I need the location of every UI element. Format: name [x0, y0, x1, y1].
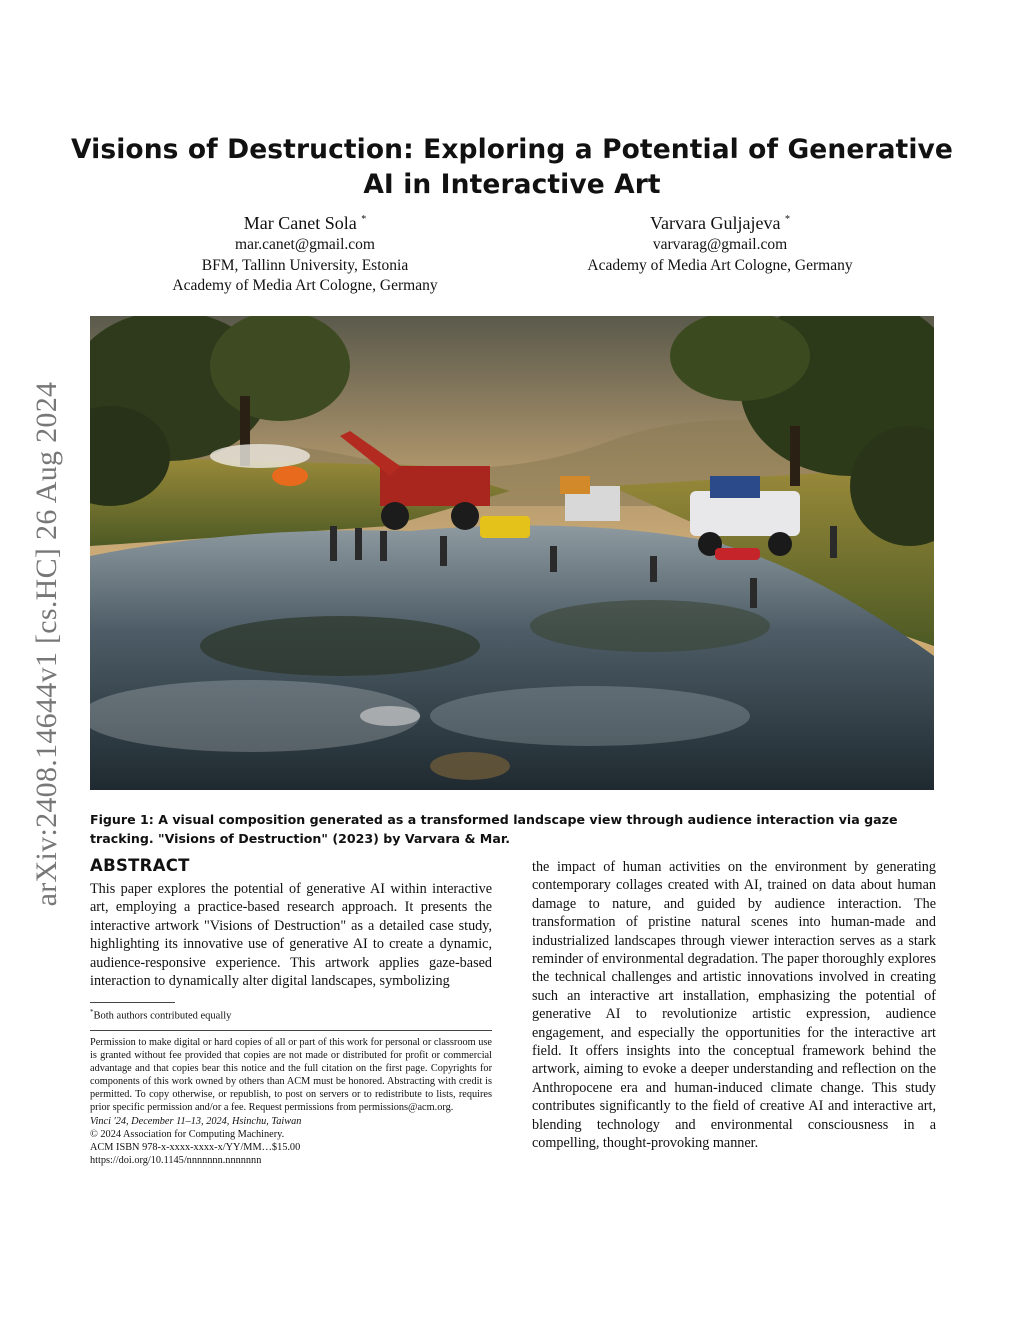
author-email: varvarag@gmail.com [652, 236, 788, 253]
footnote-divider [90, 1002, 175, 1003]
abstract-text-right: the impact of human activities on the environment by generating contemporary collages created with AI, trained on data about human damage to nature, and guided by audience interaction. The transformation of pristine natural scenes into human-made and industrialized landscapes through viewer interaction serves as a stark reminder of environmental degradation. The paper thoroughly explores the technical challenges and artistic innovations involved in creating such an interactive art installation, emphasizing the potential of generative AI to revolutionize artistic expression, audience engagement, and especially the opportunities for the interactive art field. It offers insights into the conceptual framework behind the artwork, aiming to evoke a deeper understanding and reflection on the Anthropocene era and human-induced climate change. This study contributes significantly to the field of creative AI and interactive art, blending technology and environmental consciousness in a compelling, thought-provoking manner. [532, 859, 936, 1152]
figure-caption: Figure 1: A visual composition generated as a transformed landscape view through audience interaction via gaze tracking. "Visions of Destruction" (2023) by Varvara & Mar. [90, 812, 898, 846]
author-name: Varvara Guljajeva * [650, 213, 790, 233]
author-block-1 [145, 208, 465, 297]
footnote [90, 1006, 231, 1023]
permission-divider [90, 1030, 492, 1031]
author-affiliation: Academy of Media Art Cologne, Germany [172, 277, 438, 294]
abstract-heading: ABSTRACT [90, 856, 190, 875]
footnote-text: Both authors contributed equally [93, 1010, 232, 1022]
copyright-line: © 2024 Association for Computing Machinery. [90, 1128, 285, 1140]
author-name: Mar Canet Sola * [243, 213, 367, 233]
paper-title: Visions of Destruction: Exploring a Potential of Generative AI in Interactive Art [71, 134, 953, 200]
arxiv-identifier: arXiv:2408.14644v1 [cs.HC] 26 Aug 2024 [30, 381, 63, 907]
figure-image [90, 316, 934, 790]
author-mark: * [361, 214, 367, 225]
author-block-2 [560, 208, 880, 276]
permission-text: Permission to make digital or hard copies of all or part of this work for personal or classroom use is granted without fee provided that copies are not made or distributed for profit or commercial advantage and that copies bear this notice and the full citation on the first page. Copyrights for components of this work owned by others than ACM must be honored. Abstracting with credit is permitted. To copy otherwise, or republish, to post on servers or to redistribute to lists, requires prior specific permission and/or a fee. Request permissions from permissions@acm.org. [90, 1037, 492, 1114]
doi-line[interactable]: https://doi.org/10.1145/nnnnnnn.nnnnnnn [90, 1154, 262, 1166]
isbn-line: ACM ISBN 978-x-xxxx-xxxx-x/YY/MM…$15.00 [90, 1141, 301, 1153]
venue-line: Vinci '24, December 11–13, 2024, Hsinchu, Taiwan [90, 1115, 302, 1127]
abstract-text-left: This paper explores the potential of generative AI within interactive art, employing a practice-based research approach. It presents the interactive artwork "Visions of Destruction" as a detailed case study, highlighting its innovative use of generative AI to create a dynamic, audience-responsive experience. This artwork applies gaze-based interaction to dynamically alter digital landscapes, symbolizing [90, 881, 492, 990]
author-affiliation: BFM, Tallinn University, Estonia [201, 256, 409, 274]
footnote-mark: * [90, 1008, 94, 1016]
right-column [532, 858, 936, 1153]
author-affiliation: Academy of Media Art Cologne, Germany [587, 256, 853, 274]
permission-block [90, 1036, 492, 1167]
author-email: mar.canet@gmail.com [235, 236, 375, 253]
left-column [90, 856, 492, 990]
author-mark: * [784, 214, 790, 225]
